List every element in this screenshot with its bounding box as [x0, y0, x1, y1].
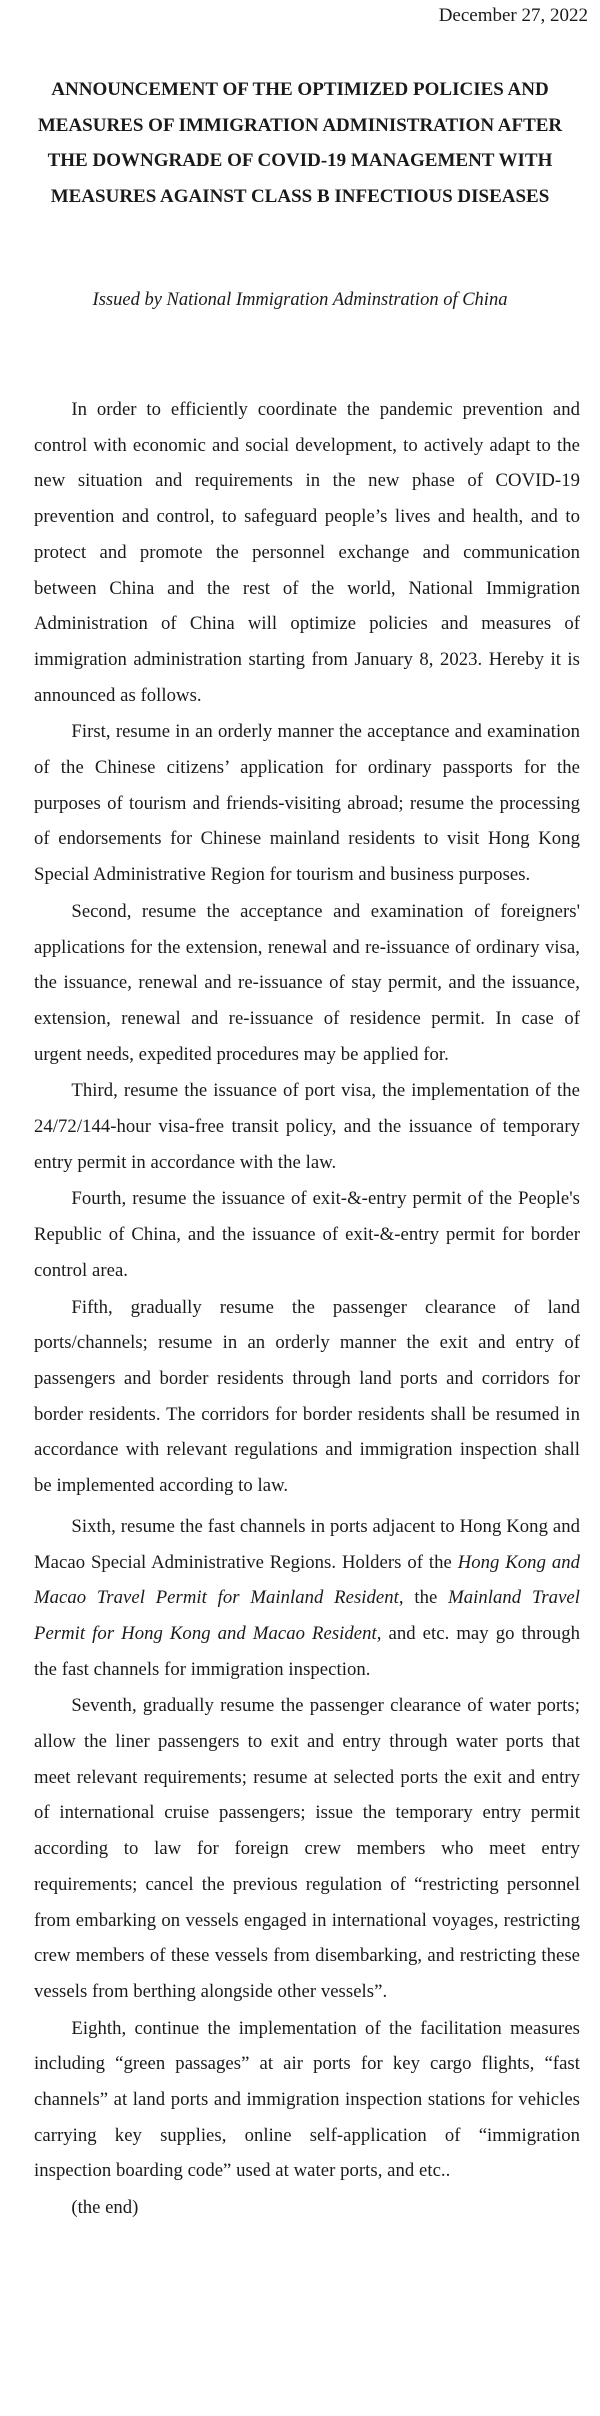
issuer-line: Issued by National Immigration Adminstration of China — [92, 290, 508, 310]
eighth-measure-paragraph: Eighth, continue the implementation of the facilitation measures including “green passages” at air ports for key cargo flights, “fast channels” at land ports and immigration inspection stations for vehicles carrying key supplies, online self-application of “immigration inspection boarding code” used at water ports, and etc.. — [34, 2017, 580, 2182]
permit-name-hk-macao-resident: Mainland Travel Permit for Hong Kong and Macao Resident — [34, 1587, 581, 1644]
fourth-measure-paragraph: Fourth, resume the issuance of exit-&-entry permit of the People's Republic of China, and the issuance of exit-&-entry permit for border control area. — [34, 1188, 580, 1281]
announcement-body — [34, 392, 580, 2226]
sixth-text-part-3: , and etc. may go through the fast channels for immigration inspection. — [34, 1622, 580, 1680]
second-measure-paragraph: Second, resume the acceptance and examination of foreigners' applications for the extension, renewal and re-issuance of ordinary visa, the issuance, renewal and re-issuance of stay permit, and the issuance, extension, renewal and re-issuance of residence permit. In case of urgent needs, expedited procedures may be applied for. — [34, 900, 580, 1065]
permit-name-mainland-resident: Hong Kong and Macao Travel Permit for Mainland Resident — [34, 1551, 580, 1609]
third-measure-paragraph: Third, resume the issuance of port visa, the implementation of the 24/72/144-hour visa-free transit policy, and the issuance of temporary entry permit in accordance with the law. — [34, 1080, 580, 1173]
fifth-measure-paragraph: Fifth, gradually resume the passenger clearance of land ports/channels; resume in an orderly manner the exit and entry of passengers and border residents through land ports and corridors for border residents. The corridors for border residents shall be resumed in accordance with relevant regulations and immigration inspection shall be implemented according to law. — [34, 1296, 580, 1497]
sixth-text-part-1: Sixth, resume the fast channels in ports adjacent to Hong Kong and Macao Special Administrative Regions. Holders of the — [34, 1515, 580, 1573]
sixth-text-part-2: , the — [398, 1587, 449, 1609]
intro-paragraph: In order to efficiently coordinate the pandemic prevention and control with economic and social development, to actively adapt to the new situation and requirements in the new phase of COVID-19 prevention and control, to safeguard people’s lives and health, and to protect and promote the personnel exchange and communication between China and the rest of the world, National Immigration Administration of China will optimize policies and measures of immigration administration starting from January 8, 2023. Hereby it is announced as follows. — [34, 399, 580, 706]
first-measure-paragraph: First, resume in an orderly manner the acceptance and examination of the Chinese citizens’ application for ordinary passports for the purposes of tourism and friends-visiting abroad; resume the processing of endorsements for Chinese mainland residents to visit Hong Kong Special Administrative Region for tourism and business purposes. — [34, 721, 580, 886]
sixth-measure-paragraph — [34, 1509, 580, 1688]
end-marker: (the end) — [71, 2197, 139, 2219]
announcement-title: ANNOUNCEMENT OF THE OPTIMIZED POLICIES AND MEASURES OF IMMIGRATION ADMINISTRATION AFTER THE DOWNGRADE OF COVID-19 MANAGEMENT WITH MEASURES AGAINST CLASS B INFECTIOUS DISEASES — [37, 79, 563, 207]
seventh-measure-paragraph: Seventh, gradually resume the passenger clearance of water ports; allow the liner passengers to exit and entry through water ports that meet relevant requirements; resume at selected ports the exit and entry of international cruise passengers; issue the temporary entry permit according to law for foreign crew members who meet entry requirements; cancel the previous regulation of “restricting personnel from embarking on vessels engaged in international voyages, restricting crew members of these vessels from disembarking, and restricting these vessels from berthing alongside other vessels”. — [34, 1695, 580, 2002]
publish-date: December 27, 2022 — [438, 5, 588, 26]
